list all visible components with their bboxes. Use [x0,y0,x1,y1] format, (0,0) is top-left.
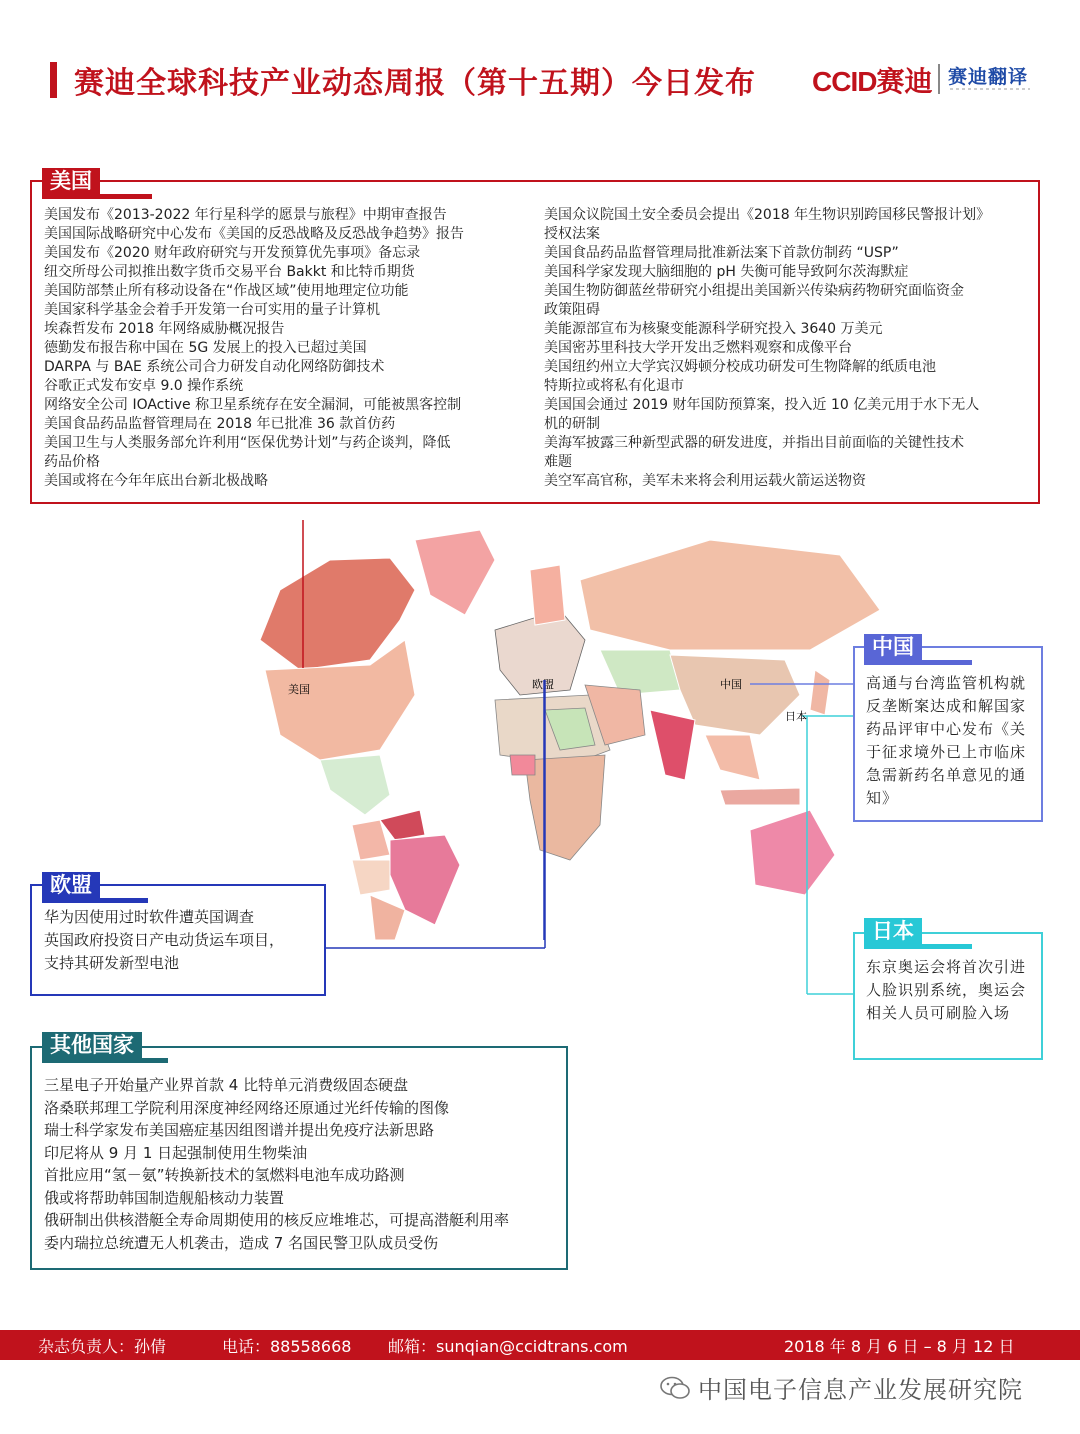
watermark [660,1370,1023,1406]
map-india [650,710,695,780]
map-argentina [370,895,405,940]
footer-phone: 电话：88558668 [222,1337,352,1356]
list-item: 美国众议院国土安全委员会提出《2018 年生物识别跨国移民警报计划》 [544,207,991,223]
map-venezuela [380,810,425,840]
map-australia [750,810,835,895]
footer-bar [0,1330,1080,1360]
china-tag-underline [864,660,972,665]
page-title: 赛迪全球科技产业动态周报（第十五期）今日发布 [74,66,756,101]
list-item: 英国政府投资日产电动货运车项目， [44,931,285,949]
map-greenland [415,530,495,615]
map-mexico [320,755,390,815]
list-item: 埃森哲发布 2018 年网络威胁概况报告 [44,321,285,337]
list-item: 授权法案 [544,226,600,242]
footer-date: 2018 年 8 月 6 日 – 8 月 12 日 [784,1337,1015,1356]
map-japan [810,670,830,715]
ccid-logo-text: CCID [812,66,877,97]
list-item: 美空军高官称，美军未来将会利用运载火箭运送物资 [544,473,866,489]
map-indonesia [720,788,800,805]
map-peru [352,860,390,895]
map-label-jp: 日本 [785,710,807,723]
list-item: 机的研制 [544,416,600,432]
world-map [240,520,900,940]
others-news-list [44,1074,560,1254]
ccid-logo [812,60,932,100]
eu-tag-underline [42,898,148,903]
map-label-cn: 中国 [720,678,742,691]
list-item: 美国国际战略研究中心发布《美国的反恐战略及反恐战争趋势》报告 [44,226,464,242]
list-item: 印尼将从 9 月 1 日起强制使用生物柴油 [44,1143,308,1162]
eu-tag: 欧盟 [42,872,100,898]
others-tag-underline [42,1058,168,1063]
list-item: 美能源部宣布为核聚变能源科学研究投入 3640 万美元 [544,321,883,337]
list-item: 俄或将帮助韩国制造舰船核动力装置 [44,1188,285,1207]
list-item: 首批应用“氢－氨”转换新技术的氢燃料电池车成功路测 [44,1166,405,1184]
map-label-eu: 欧盟 [532,678,554,691]
list-item: 美国卫生与人类服务部允许利用“医保优势计划”与药企谈判，降低 [44,435,451,451]
list-item: 美国纽约州立大学宾汉姆顿分校成功研发可生物降解的纸质电池 [544,359,936,375]
list-item: 美国科学家发现大脑细胞的 pH 失衡可能导致阿尔茨海默症 [544,264,909,280]
wechat-icon [660,1376,690,1406]
list-item: 洛桑联邦理工学院利用深度神经网络还原通过光纤传输的图像 [44,1098,450,1117]
map-africa-south [525,755,605,860]
list-item: 美国生物防御蓝丝带研究小组提出美国新兴传染病药物研究面临资金 [544,283,964,299]
tagline-decoration [950,86,1030,92]
list-item: 美国食品药品监督管理局在 2018 年已批准 36 款首仿药 [44,416,396,432]
list-item: 难题 [544,454,572,470]
list-item: 特斯拉或将私有化退市 [544,378,684,394]
list-item: 美海军披露三种新型武器的研发进度，并指出目前面临的关键性技术 [544,435,964,451]
list-item: 美国国会通过 2019 财年国防预算案，投入近 10 亿美元用于水下无人 [544,397,980,413]
map-southeast-asia [705,735,760,780]
list-item: 美国防部禁止所有移动设备在“作战区域”使用地理定位功能 [44,283,409,299]
china-news-text: 高通与台湾监管机构就反垄断案达成和解国家药品评审中心发布《关于征求境外已上市临床急需新药名单意见的通知》 [866,674,1027,807]
list-item: 药品价格 [44,454,100,470]
list-item: 美国或将在今年年底出台新北极战略 [44,473,268,489]
map-russia [580,540,880,650]
eu-news-list [44,906,314,975]
translation-logo-tagline [950,86,1030,94]
list-item: 美国发布《2013-2022 年行星科学的愿景与旅程》中期审查报告 [44,207,447,223]
map-scandinavia [530,565,565,625]
title-accent-bar [50,62,57,98]
translation-logo: 赛迪翻译 [948,66,1029,88]
list-item: 政策阻碍 [544,302,600,318]
japan-news-text: 东京奥运会将首次引进人脸识别系统，奥运会相关人员可刷脸入场 [866,958,1027,1022]
footer-editor: 杂志负责人：孙倩 [38,1337,167,1356]
map-label-us: 美国 [288,683,310,696]
logo-divider [938,64,940,94]
map-nigeria [510,755,535,775]
list-item: 网络安全公司 IOActive 称卫星系统存在安全漏洞，可能被黑客控制 [44,397,462,413]
list-item: 瑞士科学家发布美国癌症基因组图谱并提出免疫疗法新思路 [44,1121,435,1139]
japan-tag-underline [864,944,972,949]
list-item: 美国家科学基金会着手开发第一台可实用的量子计算机 [44,302,380,318]
list-item: 俄研制出供核潜艇全寿命周期使用的核反应堆堆芯，可提高潜艇利用率 [44,1211,510,1229]
list-item: 纽交所母公司拟推出数字货币交易平台 Bakkt 和比特币期货 [44,264,415,280]
japan-tag: 日本 [864,918,922,944]
usa-tag-underline [42,194,152,199]
usa-tag: 美国 [42,168,100,194]
footer-email: 邮箱：sunqian@ccidtrans.com [388,1337,628,1356]
list-item: DARPA 与 BAE 系统公司合力研发自动化网络防御技术 [44,359,385,375]
list-item: 谷歌正式发布安卓 9.0 操作系统 [44,378,244,394]
list-item: 华为因使用过时软件遭英国调查 [44,908,255,926]
list-item: 美国食品药品监督管理局批准新法案下首款仿制药 “USP” [544,245,899,261]
watermark-text: 中国电子信息产业发展研究院 [698,1376,1023,1404]
usa-news-left-column [44,206,522,491]
list-item: 支持其研发新型电池 [44,954,180,972]
usa-news-right-column [544,206,1026,491]
list-item: 德勤发布报告称中国在 5G 发展上的投入已超过美国 [44,340,367,356]
ccid-logo-cn: 赛迪 [876,66,933,97]
china-tag: 中国 [864,634,922,660]
list-item: 美国发布《2020 财年政府研究与开发预算优先事项》备忘录 [44,245,421,261]
list-item: 三星电子开始量产业界首款 4 比特单元消费级固态硬盘 [44,1076,409,1094]
list-item: 委内瑞拉总统遭无人机袭击，造成 7 名国民警卫队成员受伤 [44,1233,439,1252]
others-tag: 其他国家 [42,1032,142,1058]
list-item: 美国密苏里科技大学开发出乏燃料观察和成像平台 [544,340,852,356]
